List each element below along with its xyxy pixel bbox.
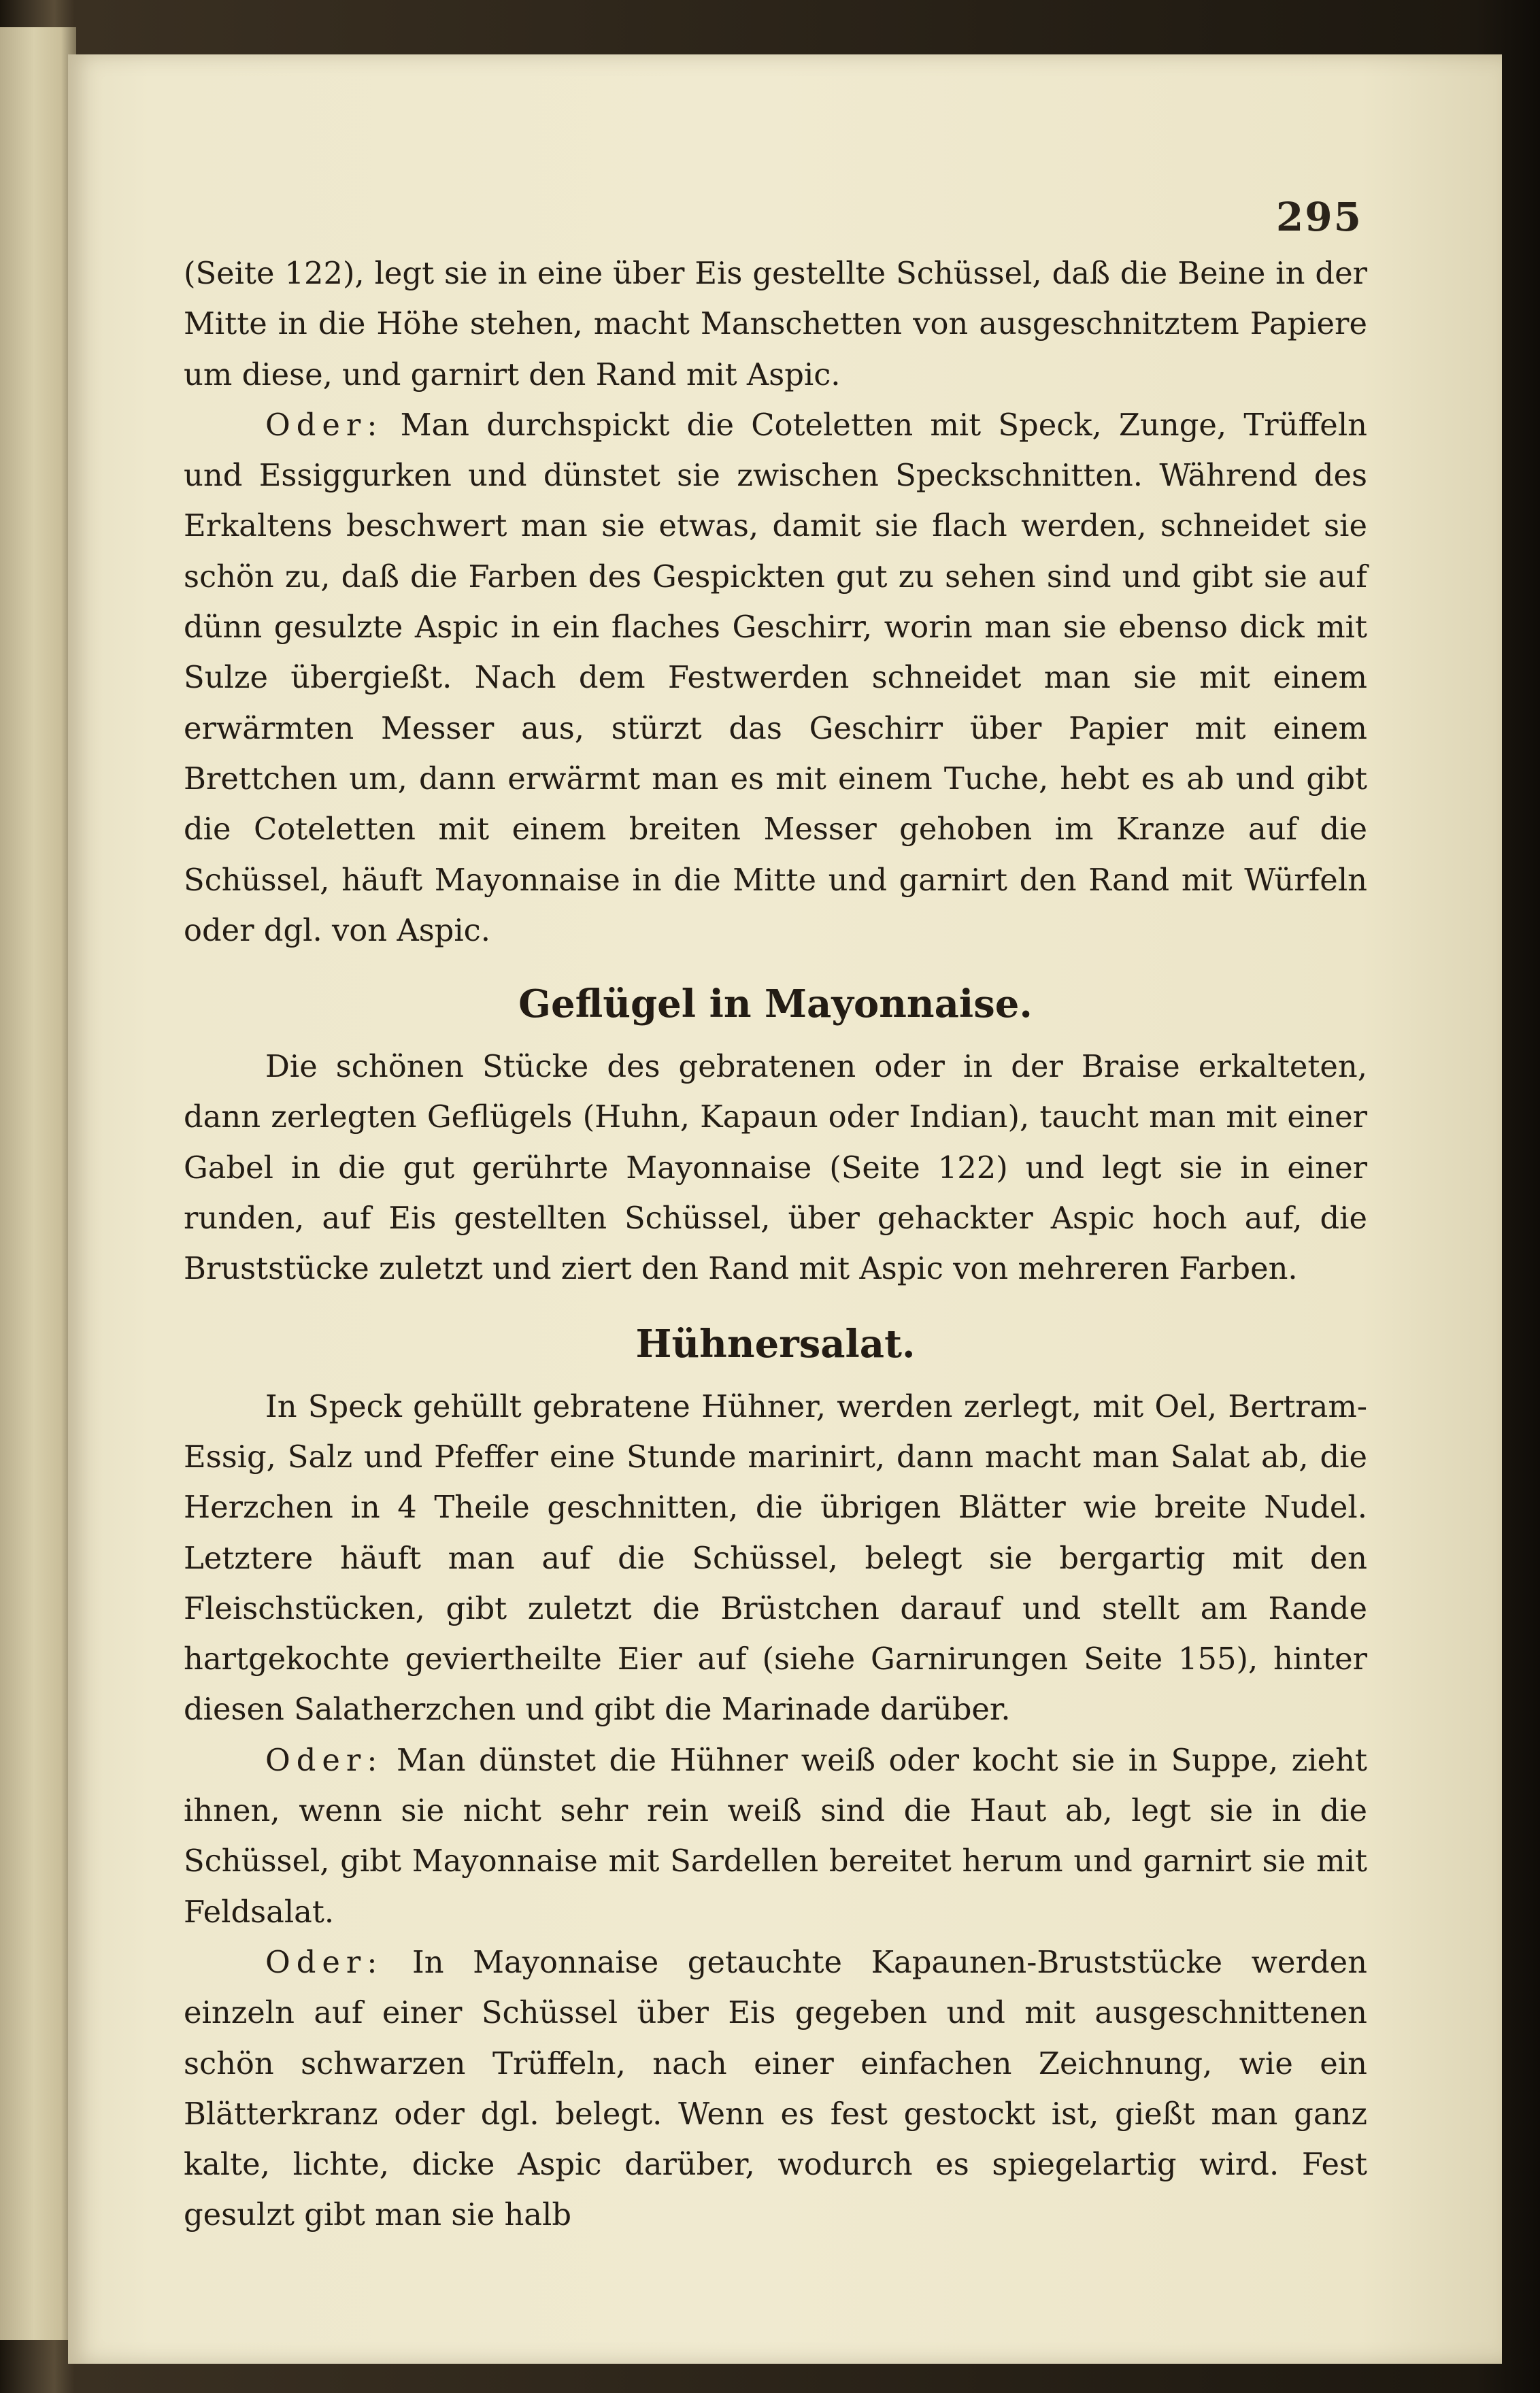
page-number: 295 (1275, 194, 1362, 240)
paragraph-gefluegel: Die schönen Stücke des gebratenen oder in der Braise erkalteten, dann zerlegten Geflügels (Huhn, Kapaun oder Indian), taucht man mit einer Gabel in die gut gerührte Mayonnaise (Seite 122) und legt sie in einer runden, auf Eis gestellten Schüssel, über gehackter Aspic hoch auf, die Bruststücke zuletzt und ziert den Rand mit Aspic von mehreren Farben. (184, 1048, 1367, 1287)
paragraph-continuation: (Seite 122), legt sie in eine über Eis gestellte Schüssel, daß die Beine in der Mitte in die Höhe stehen, macht Manschetten von ausgeschnitztem Papiere um diese, und garnirt den Rand mit Aspic. (184, 255, 1367, 392)
book-page (68, 54, 1502, 2364)
paragraph-body: Man dünstet die Hühner weiß oder kocht sie in Suppe, zieht ihnen, wenn sie nicht sehr rein weiß sind die Haut ab, legt sie in die Schüssel, gibt Mayonnaise mit Sardellen bereitet herum und garnirt sie mit Feldsalat. (184, 1741, 1367, 1930)
paragraph-huehner-variant-1 (184, 1735, 1367, 1937)
paragraph-body: Man durchspickt die Coteletten mit Speck, Zunge, Trüffeln und Essiggurken und dünstet sie zwischen Speckschnitten. Während des Erkaltens beschwert man sie etwas, damit sie flach werden, schneidet sie schön zu, daß die Farben des Gespickten gut zu sehen sind und gibt sie auf dünn gesulzte Aspic in ein flaches Geschirr, worin man sie ebenso dick mit Sulze übergießt. Nach dem Festwerden schneidet man sie mit einem erwärmten Messer aus, stürzt das Geschirr über Papier mit einem Brettchen um, dann erwärmt man es mit einem Tuche, hebt es ab und gibt die Coteletten mit einem breiten Messer gehoben im Kranze auf die Schüssel, häuft Mayonnaise in die Mitte und garnirt den Rand mit Würfeln oder dgl. von Aspic. (184, 406, 1367, 948)
paragraph-huehner-variant-2 (184, 1937, 1367, 2241)
oder-label: Oder: (265, 1943, 384, 1980)
heading-gefluegel-in-mayonnaise: Geflügel in Mayonnaise. (518, 982, 1033, 1027)
page-text (184, 248, 1367, 2241)
oder-label: Oder: (265, 406, 384, 443)
paragraph-body: In Mayonnaise getauchte Kapaunen-Bruststücke werden einzeln auf einer Schüssel über Eis gegeben und mit ausgeschnittenen schön schwarzen Trüffeln, nach einer einfachen Zeichnung, wie ein Blätterkranz oder dgl. belegt. Wenn es fest gestockt ist, gießt man ganz kalte, lichte, dicke Aspic darüber, wodurch es spiegelartig wird. Fest gesulzt gibt man sie halb (184, 1943, 1367, 2233)
oder-label: Oder: (265, 1741, 384, 1778)
paragraph-coteletten-variant (184, 400, 1367, 956)
previous-page-edge (0, 27, 78, 2340)
heading-huehnersalat: Hühnersalat. (635, 1321, 916, 1367)
paragraph-huehnersalat: In Speck gehüllt gebratene Hühner, werden zerlegt, mit Oel, Bertram-Essig, Salz und Pfeffer eine Stunde marinirt, dann macht man Salat ab, die Herzchen in 4 Theile geschnitten, die übrigen Blätter wie breite Nudel. Letztere häuft man auf die Schüssel, belegt sie bergartig mit den Fleischstücken, gibt zuletzt die Brüstchen darauf und stellt am Rande hartgekochte geviertheilte Eier auf (siehe Garnirungen Seite 155), hinter diesen Salatherzchen und gibt die Marinade darüber. (184, 1388, 1367, 1728)
